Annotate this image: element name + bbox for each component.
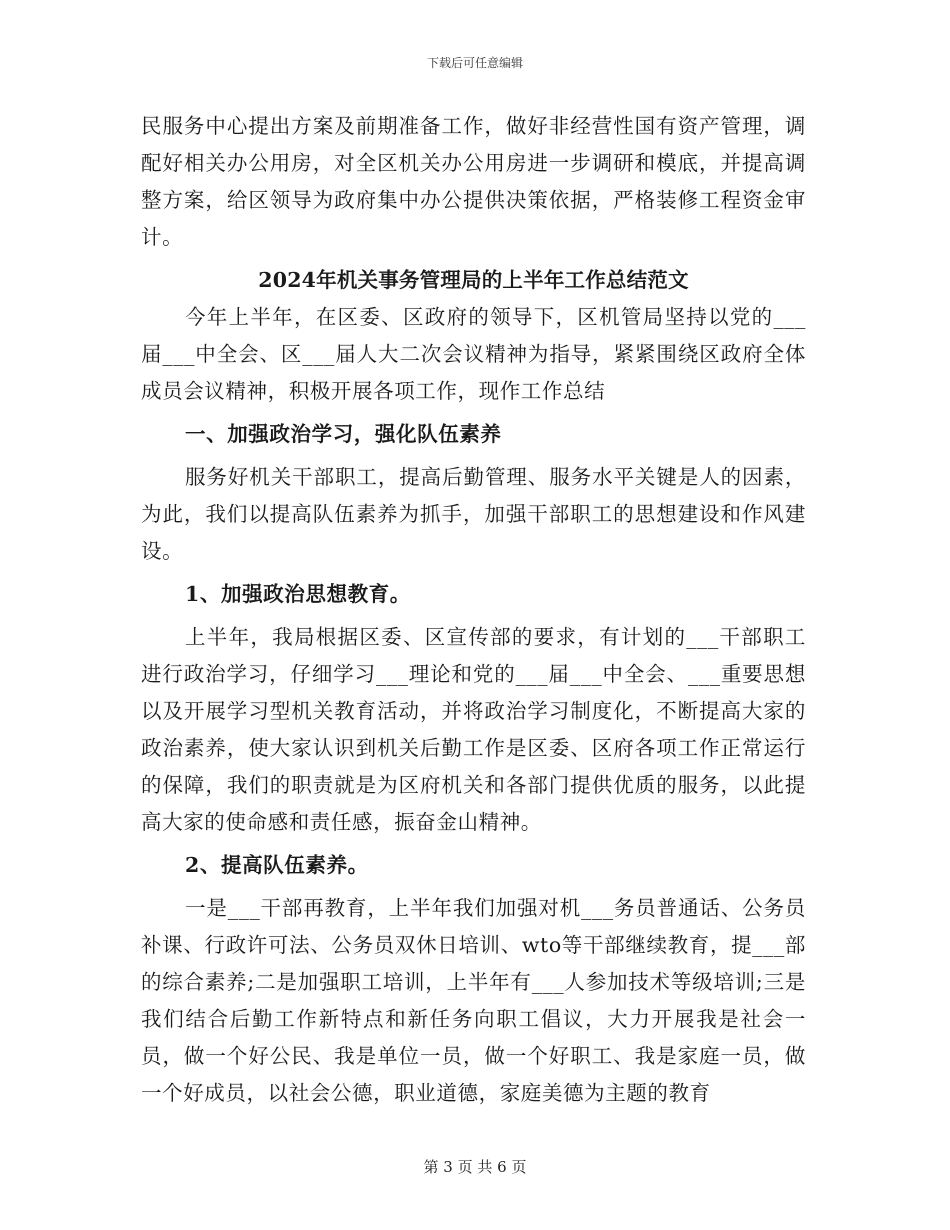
continuation-paragraph: 民服务中心提出方案及前期准备工作，做好非经营性国有资产管理，调配好相关办公用房，对全区机关办公用房进一步调研和模底，并提高调整方案，给区领导为政府集中办公提供决策依据，严格装修工程资金审计。 — [141, 114, 806, 249]
document-title: 2024年机关事务管理局的上半年工作总结范文 — [258, 268, 689, 292]
subsection-heading-2: 2、提高队伍素养。 — [185, 853, 369, 877]
section-1-paragraph: 服务好机关干部职工，提高后勤管理、服务水平关键是人的因素，为此，我们以提高队伍素养为抓手，加强干部职工的思想建设和作风建设。 — [141, 465, 806, 563]
subsection-heading-1: 1、加强政治思想教育。 — [185, 582, 411, 606]
page-number: 第 3 页 共 6 页 — [423, 1158, 527, 1176]
document-body — [141, 108, 806, 1112]
subsection-1-paragraph: 上半年，我局根据区委、区宣传部的要求，有计划的___干部职工进行政治学习，仔细学习___理论和党的___届___中全会、___重要思想以及开展学习型机关教育活动，并将政治学习制度化，不断提高大家的政治素养，使大家认识到机关后勤工作是区委、区府各项工作正常运行的保障，我们的职责就是为区府机关和各部门提供优质的服务，以此提高大家的使命感和责任感，振奋金山精神。 — [141, 625, 806, 834]
intro-paragraph: 今年上半年，在区委、区政府的领导下，区机管局坚持以党的___届___中全会、区___届人大二次会议精神为指导，紧紧围绕区政府全体成员会议精神，积极开展各项工作，现作工作总结 — [141, 305, 806, 403]
section-heading-1: 一、加强政治学习，强化队伍素养 — [185, 422, 502, 446]
subsection-2-paragraph: 一是___干部再教育，上半年我们加强对机___务员普通话、公务员补课、行政许可法、公务员双休日培训、wto等干部继续教育，提___部的综合素养;二是加强职工培训，上半年有___人参加技术等级培训;三是我们结合后勤工作新特点和新任务向职工倡议，大力开展我是社会一员，做一个好公民、我是单位一员，做一个好职工、我是家庭一员，做一个好成员，以社会公德，职业道德，家庭美德为主题的教育 — [141, 896, 806, 1105]
header-note: 下载后可任意编辑 — [426, 56, 523, 70]
